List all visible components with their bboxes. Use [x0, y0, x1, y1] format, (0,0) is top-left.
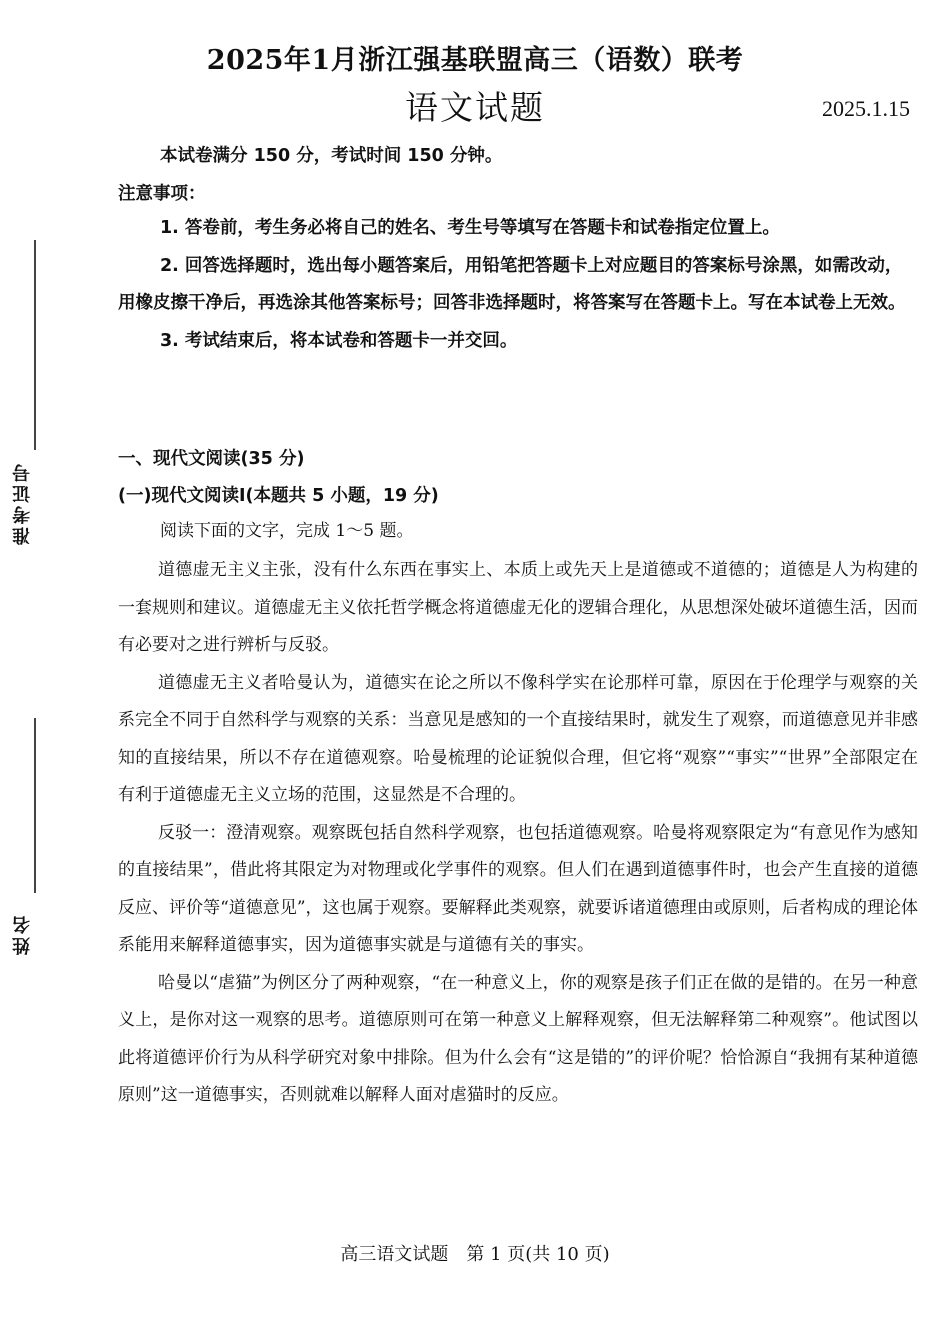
- notes-heading: 注意事项：: [118, 184, 206, 204]
- article-paragraph: 反驳一：澄清观察。观察既包括自然科学观察，也包括道德观察。哈曼将观察限定为“有意见作为感知的直接结果”，借此将其限定为对物理或化学事件的观察。但人们在遇到道德事件时，也会产生直接的道德反应、评价等“道德意见”，这也属于观察。要解释此类观察，就要诉诸道德理由或原则，后者构成的理论体系能用来解释道德事实，因为道德事实就是与道德有关的事实。: [118, 822, 918, 955]
- article-paragraph: 道德虚无主义主张，没有什么东西在事实上、本质上或先天上是道德或不道德的；道德是人为构建的一套规则和建议。道德虚无主义依托哲学概念将道德虚无化的逻辑合理化，从思想深处破坏道德生活，因而有必要对之进行辨析与反驳。: [118, 560, 918, 655]
- article-body: [118, 552, 918, 1115]
- notes-list: [118, 210, 918, 360]
- note-item: 2. 回答选择题时，选出每小题答案后，用铅笔把答题卡上对应题目的答案标号涂黑，如需改动，用橡皮擦干净后，再选涂其他答案标号；回答非选择题时，将答案写在答题卡上。写在本试卷上无效。: [118, 255, 906, 313]
- article-paragraph: 道德虚无主义者哈曼认为，道德实在论之所以不像科学实在论那样可靠，原因在于伦理学与观察的关系完全不同于自然科学与观察的关系：当意见是感知的一个直接结果时，就发生了观察，而道德意见并非感知的直接结果，所以不存在道德观察。哈曼梳理的论证貌似合理，但它将“观察”“事实”“世界”全部限定在有利于道德虚无主义立场的范围，这显然是不合理的。: [118, 672, 918, 805]
- reading-instruction: 阅读下面的文字，完成 1～5 题。: [160, 521, 414, 541]
- score-time-note: 本试卷满分 150 分，考试时间 150 分钟。: [160, 146, 503, 166]
- article-paragraph: 哈曼以“虐猫”为例区分了两种观察，“在一种意义上，你的观察是孩子们正在做的是错的。在另一种意义上，是你对这一观察的思考。道德原则可在第一种意义上解释观察，但无法解释第二种观察”。他试图以此将道德评价行为从科学研究对象中排除。但为什么会有“这是错的”的评价呢？恰恰源自“我拥有某种道德原则”这一道德事实，否则就难以解释人面对虐猫时的反应。: [118, 972, 918, 1105]
- exam-id-fill-line: [34, 240, 36, 450]
- subject-title: 语文试题: [405, 88, 545, 127]
- section-subtitle: (一)现代文阅读Ⅰ(本题共 5 小题，19 分): [118, 486, 439, 506]
- exam-title: 2025年1月浙江强基联盟高三（语数）联考: [206, 45, 744, 76]
- page-footer: 高三语文试题 第 1 页(共 10 页): [340, 1244, 610, 1265]
- binding-margin: [0, 0, 90, 1344]
- exam-date: 2025.1.15: [822, 96, 910, 121]
- note-item: 1. 答卷前，考生务必将自己的姓名、考生号等填写在答题卡和试卷指定位置上。: [160, 218, 780, 238]
- note-item: 3. 考试结束后，将本试卷和答题卡一并交回。: [160, 330, 518, 351]
- section-title: 一、现代文阅读(35 分): [118, 449, 305, 469]
- exam-id-label: 准考证号: [12, 461, 33, 545]
- name-fill-line: [34, 718, 36, 893]
- name-label: 姓名: [12, 913, 33, 955]
